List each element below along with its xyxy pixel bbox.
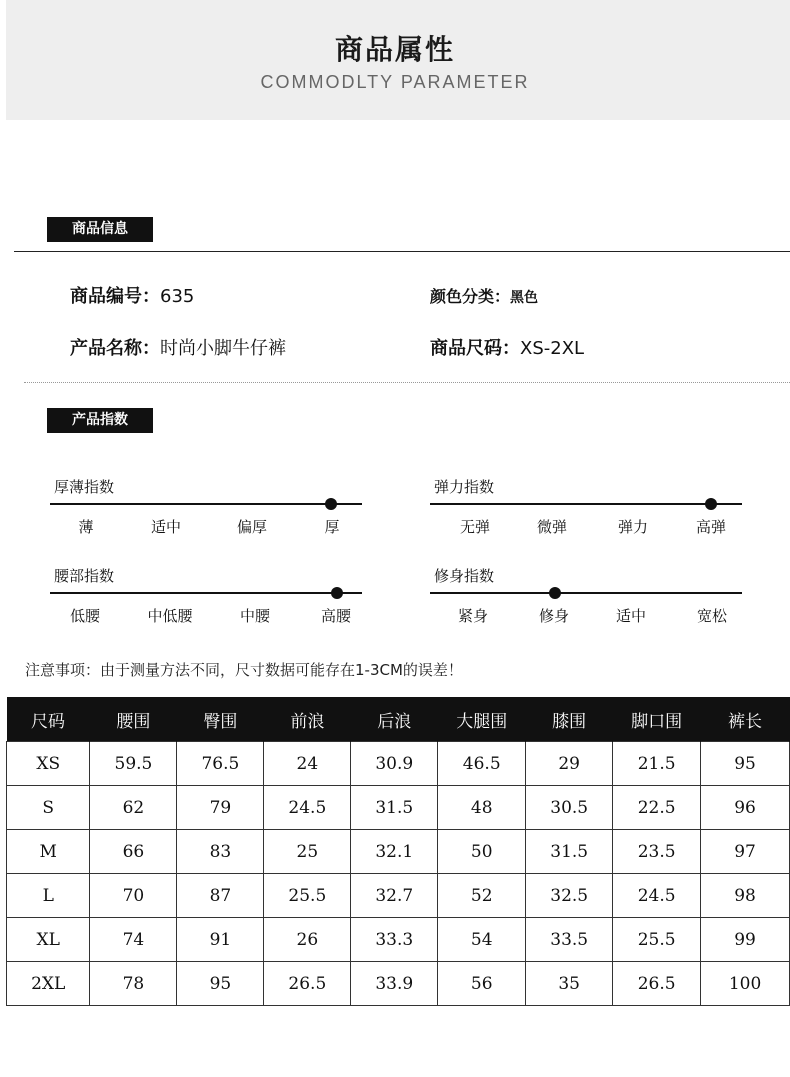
scale-title: 修身指数: [434, 567, 495, 585]
scale-option: 中低腰: [147, 607, 193, 625]
section-divider: [14, 251, 790, 252]
product-index-tag: 产品指数: [47, 408, 153, 433]
table-cell: 52: [438, 874, 526, 918]
table-cell: 30.5: [526, 786, 613, 830]
table-cell: 33.5: [526, 918, 613, 962]
column-header: 腰围: [90, 697, 177, 742]
table-cell: 24.5: [613, 874, 701, 918]
table-cell: XL: [7, 918, 90, 962]
scale-option: 适中: [150, 518, 181, 536]
table-cell: 46.5: [438, 742, 526, 786]
info-item-product-name: [70, 334, 286, 360]
scale-title: 腰部指数: [54, 567, 115, 585]
info-label: 商品编号：: [70, 286, 160, 307]
scale-option: 低腰: [69, 607, 100, 625]
info-item-size-range: [430, 334, 584, 360]
table-cell: 100: [701, 962, 790, 1006]
table-cell: S: [7, 786, 90, 830]
column-header: 后浪: [351, 697, 438, 742]
table-cell: 76.5: [177, 742, 264, 786]
column-header: 尺码: [7, 697, 90, 742]
scale-indicator: [549, 587, 561, 599]
table-cell: 33.3: [351, 918, 438, 962]
column-header: 大腿围: [438, 697, 526, 742]
table-cell: 98: [701, 874, 790, 918]
table-cell: 66: [90, 830, 177, 874]
table-cell: 78: [90, 962, 177, 1006]
table-cell: 21.5: [613, 742, 701, 786]
table-row: [7, 742, 790, 786]
table-cell: L: [7, 874, 90, 918]
table-cell: 79: [177, 786, 264, 830]
info-item-color: [430, 284, 538, 307]
table-cell: 23.5: [613, 830, 701, 874]
scale-option: 微弹: [536, 518, 567, 536]
table-row: [7, 830, 790, 874]
column-header: 裤长: [701, 697, 790, 742]
table-cell: 2XL: [7, 962, 90, 1006]
table-header-row: [7, 697, 790, 742]
table-cell: 35: [526, 962, 613, 1006]
column-header: 臀围: [177, 697, 264, 742]
table-cell: 62: [90, 786, 177, 830]
scale-indicator: [325, 498, 337, 510]
scale-option: 修身: [538, 607, 569, 625]
size-table: [6, 697, 790, 1006]
table-cell: 48: [438, 786, 526, 830]
table-cell: 96: [701, 786, 790, 830]
table-cell: 31.5: [526, 830, 613, 874]
scale-option: 适中: [615, 607, 646, 625]
table-cell: 32.7: [351, 874, 438, 918]
scale-option: 高腰: [320, 607, 351, 625]
info-label: 产品名称：: [70, 338, 160, 359]
table-cell: 32.1: [351, 830, 438, 874]
info-value: XS-2XL: [520, 338, 585, 359]
info-value: 635: [160, 286, 195, 307]
scale-option: 偏厚: [236, 518, 267, 536]
table-cell: 74: [90, 918, 177, 962]
table-cell: 25.5: [613, 918, 701, 962]
info-value: 黑色: [510, 290, 539, 306]
table-cell: 91: [177, 918, 264, 962]
scale-indicator: [705, 498, 717, 510]
scale-option: 薄: [78, 518, 94, 536]
table-cell: 95: [701, 742, 790, 786]
table-cell: 50: [438, 830, 526, 874]
scale-option: 厚: [324, 518, 340, 536]
table-cell: 31.5: [351, 786, 438, 830]
table-cell: 26.5: [264, 962, 351, 1006]
table-row: [7, 786, 790, 830]
column-header: 前浪: [264, 697, 351, 742]
table-cell: 99: [701, 918, 790, 962]
table-row: [7, 874, 790, 918]
page-subtitle: COMMODLTY PARAMETER: [260, 72, 530, 92]
table-cell: 54: [438, 918, 526, 962]
table-cell: 32.5: [526, 874, 613, 918]
scale-title: 弹力指数: [434, 478, 495, 496]
size-table-body: [7, 742, 790, 1006]
measurement-note: 注意事项：由于测量方法不同，尺寸数据可能存在1-3CM的误差！: [25, 661, 463, 679]
table-cell: 33.9: [351, 962, 438, 1006]
table-cell: 24.5: [264, 786, 351, 830]
scale-option: 高弹: [695, 518, 726, 536]
table-cell: 83: [177, 830, 264, 874]
info-value: 时尚小脚牛仔裤: [160, 338, 286, 359]
scale-option: 无弹: [459, 518, 490, 536]
table-cell: 22.5: [613, 786, 701, 830]
table-cell: 24: [264, 742, 351, 786]
table-cell: 56: [438, 962, 526, 1006]
scale-option: 宽松: [696, 607, 727, 625]
page-title: 商品属性: [334, 33, 455, 66]
column-header: 膝围: [526, 697, 613, 742]
info-item-product-number: [70, 282, 194, 308]
table-cell: 30.9: [351, 742, 438, 786]
table-cell: 26.5: [613, 962, 701, 1006]
table-cell: 29: [526, 742, 613, 786]
scale-indicator: [331, 587, 343, 599]
table-cell: 26: [264, 918, 351, 962]
scale-track: [50, 592, 362, 594]
scale-option: 紧身: [457, 607, 488, 625]
dotted-divider: [24, 382, 790, 383]
scale-track: [50, 503, 362, 505]
scale-option: 中腰: [239, 607, 270, 625]
table-cell: 87: [177, 874, 264, 918]
scale-title: 厚薄指数: [54, 478, 115, 496]
table-cell: 25.5: [264, 874, 351, 918]
product-info-tag: 商品信息: [47, 217, 153, 242]
table-cell: 95: [177, 962, 264, 1006]
column-header: 脚口围: [613, 697, 701, 742]
scale-option: 弹力: [617, 518, 648, 536]
info-label: 商品尺码：: [430, 338, 520, 359]
table-cell: 97: [701, 830, 790, 874]
table-cell: M: [7, 830, 90, 874]
table-row: [7, 918, 790, 962]
table-cell: 59.5: [90, 742, 177, 786]
info-label: 颜色分类：: [430, 287, 511, 306]
scale-track: [430, 503, 742, 505]
table-cell: 70: [90, 874, 177, 918]
table-row: [7, 962, 790, 1006]
table-cell: XS: [7, 742, 90, 786]
scale-track: [430, 592, 742, 594]
table-cell: 25: [264, 830, 351, 874]
